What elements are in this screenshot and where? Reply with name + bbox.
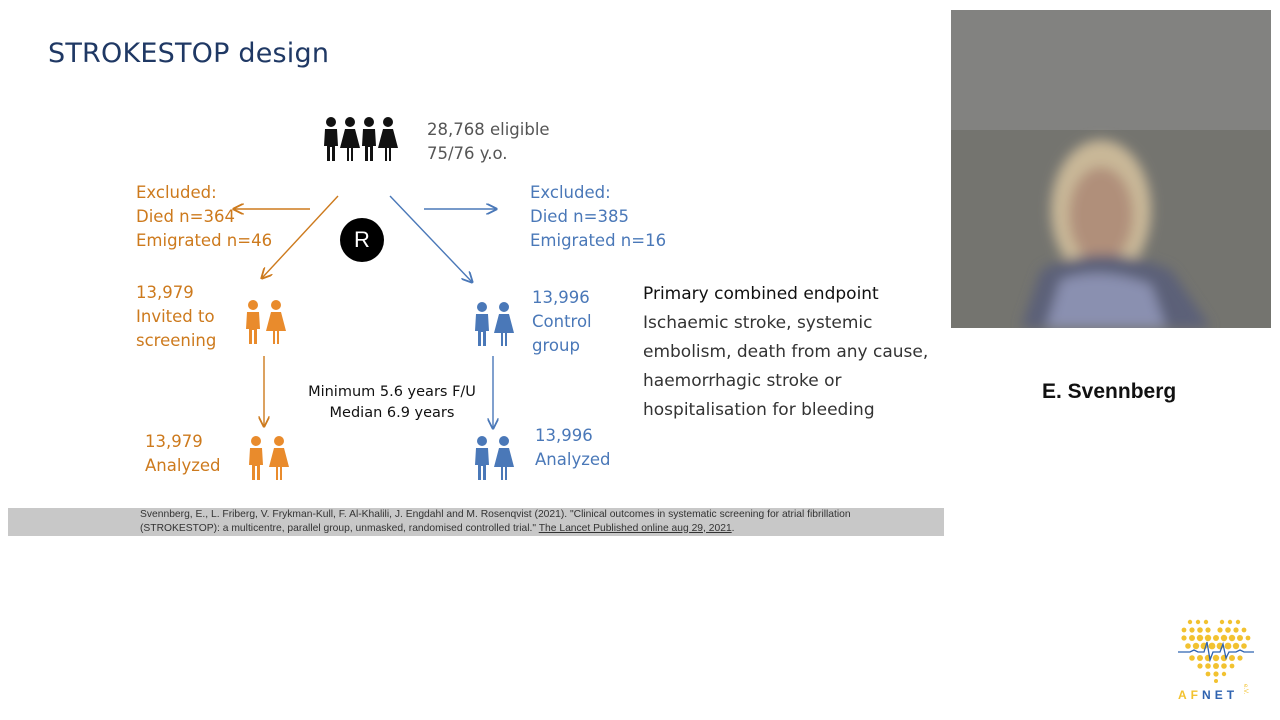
excluded-left-emigrated: Emigrated n=46 xyxy=(136,231,273,250)
control-line2: group xyxy=(532,336,580,355)
citation-line2-suffix: . xyxy=(731,522,735,534)
eligible-count: 28,768 eligible xyxy=(427,120,550,139)
eligible-text xyxy=(427,118,550,166)
speaker-name: E. Svennberg xyxy=(1042,380,1177,403)
control-analyzed xyxy=(535,424,611,472)
afnet-letter: N xyxy=(1202,688,1215,702)
screening-analyzed-count: 13,979 xyxy=(145,432,203,451)
afnet-letter: E xyxy=(1214,688,1227,702)
followup-min: Minimum 5.6 years F/U xyxy=(308,384,476,400)
afnet-wordmark xyxy=(1178,688,1238,702)
screening-people-icon xyxy=(246,300,286,344)
excluded-right-heading: Excluded: xyxy=(530,183,611,202)
followup-median: Median 6.9 years xyxy=(329,405,455,421)
control-analyzed-count: 13,996 xyxy=(535,426,593,445)
endpoint-line: hospitalisation for bleeding xyxy=(643,400,875,420)
endpoint-block xyxy=(643,280,928,425)
afnet-suffix: e.V. xyxy=(1242,684,1248,695)
excluded-right xyxy=(530,181,666,253)
randomization-label: R xyxy=(354,227,370,252)
control-line1: Control xyxy=(532,312,592,331)
citation-line2 xyxy=(140,522,851,536)
control-analyzed-people-icon xyxy=(475,436,514,480)
screening-count: 13,979 xyxy=(136,283,194,302)
citation-line2-prefix: (STROKESTOP): a multicentre, parallel group, unmasked, randomised controlled trial." xyxy=(140,522,539,534)
citation-link[interactable]: The Lancet Published online aug 29, 2021 xyxy=(538,522,732,534)
screening-group xyxy=(136,281,216,353)
screening-analyzed-label: Analyzed xyxy=(145,456,221,475)
control-people-icon xyxy=(475,302,514,346)
screening-analyzed-people-icon xyxy=(249,436,289,480)
citation-bar xyxy=(8,508,944,536)
control-analyzed-label: Analyzed xyxy=(535,450,611,469)
excluded-left-died: Died n=364 xyxy=(136,207,235,226)
afnet-letter: A xyxy=(1178,688,1191,702)
eligible-age: 75/76 y.o. xyxy=(427,144,508,163)
endpoint-line: haemorrhagic stroke or xyxy=(643,371,842,391)
endpoint-heading: Primary combined endpoint xyxy=(643,284,879,304)
population-people-icon xyxy=(324,117,398,161)
citation-line1: Svennberg, E., L. Friberg, V. Frykman-Kull, F. Al-Khalili, J. Engdahl and M. Rosenqvist (2021). "Clinical outcomes in systematic screening for atrial fibrillation xyxy=(140,509,851,520)
screening-line1: Invited to xyxy=(136,307,215,326)
control-count: 13,996 xyxy=(532,288,590,307)
afnet-letter: T xyxy=(1226,688,1239,702)
excluded-right-died: Died n=385 xyxy=(530,207,629,226)
endpoint-line: Ischaemic stroke, systemic xyxy=(643,313,873,333)
excluded-right-emigrated: Emigrated n=16 xyxy=(530,231,667,250)
control-group xyxy=(532,286,592,358)
endpoint-line: embolism, death from any cause, xyxy=(643,342,929,362)
slide-title: STROKESTOP design xyxy=(48,38,330,69)
screening-line2: screening xyxy=(136,331,217,350)
speaker-silhouette-icon xyxy=(951,10,1271,328)
speaker-video-feed xyxy=(951,10,1271,328)
followup-text xyxy=(300,382,484,424)
afnet-logo xyxy=(1176,614,1256,710)
excluded-left-heading: Excluded: xyxy=(136,183,217,202)
afnet-letter: F xyxy=(1190,688,1203,702)
citation-text xyxy=(140,508,851,535)
excluded-left xyxy=(136,181,272,253)
screening-analyzed xyxy=(145,430,221,478)
